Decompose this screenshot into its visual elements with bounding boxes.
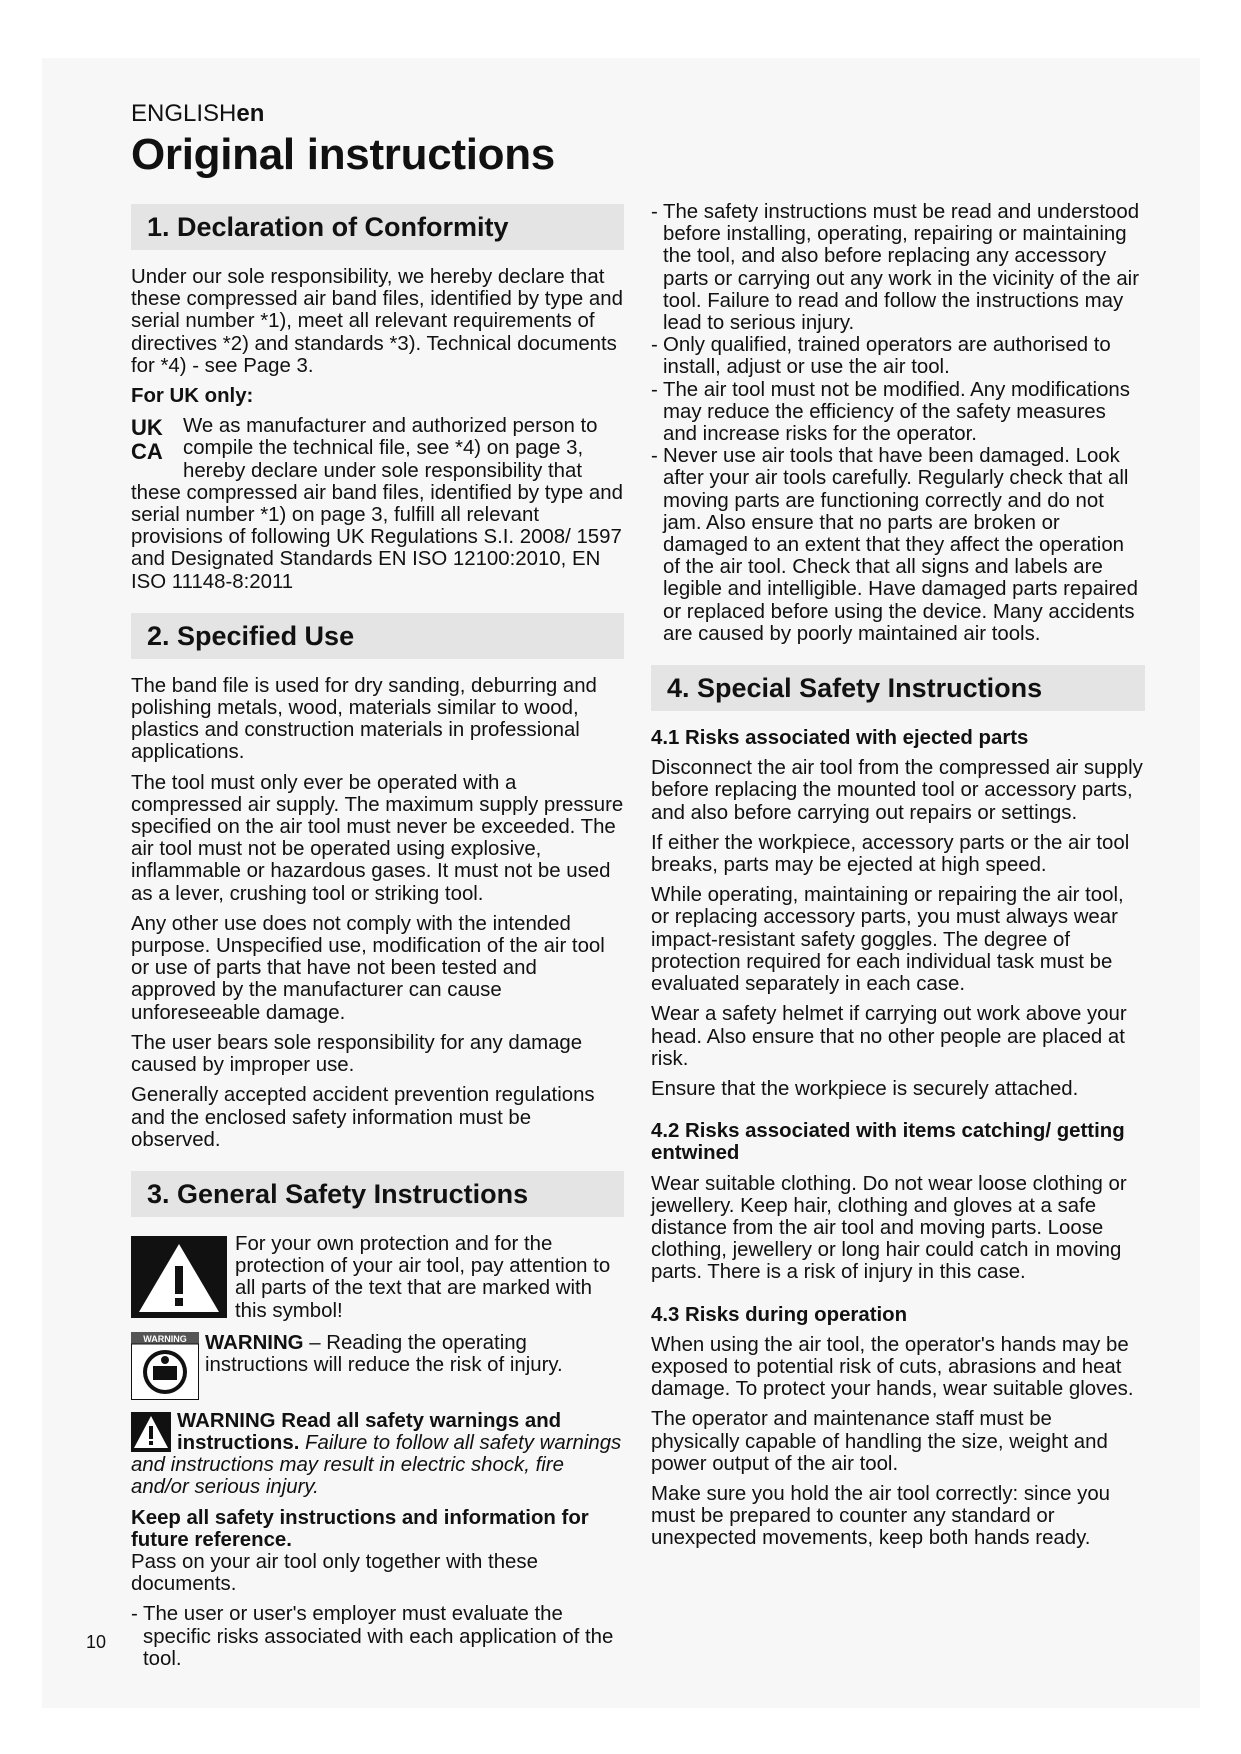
- operation-risks-p1: When using the air tool, the operator's hands may be exposed to potential risk of cuts, abrasions and heat damage. To protect your hands, wear suitable gloves.: [651, 1333, 1134, 1401]
- safety-symbol-notice: [131, 1233, 624, 1322]
- warning-triangle-icon: [131, 1236, 227, 1318]
- ejected-parts-p3: While operating, maintaining or repairing the air tool, or replacing accessory parts, you must always wear impact-resistant safety goggles. The degree of protection required for each individual task must be evaluated separately in each case.: [651, 884, 1124, 996]
- section-2-heading: 2. Specified Use: [131, 613, 624, 659]
- specified-use-p2: The tool must only ever be operated with a compressed air supply. The maximum supply pressure specified on the air tool must never be exceeded. The air tool must not be operated using explosive, inflammable or hazardous gases. It must not be used as a lever, crushing tool or striking tool.: [131, 771, 624, 905]
- ejected-parts-p1: Disconnect the air tool from the compressed air supply before replacing the mounted tool or accessory parts, and also before carrying out repairs or settings.: [651, 757, 1143, 824]
- page-title: Original instructions: [131, 130, 555, 179]
- page-number: 10: [86, 1632, 107, 1652]
- svg-text:UK: UK: [131, 415, 163, 441]
- ejected-parts-p2: If either the workpiece, accessory parts or the air tool breaks, parts may be ejected at high speed.: [651, 831, 1130, 877]
- catching-risks-p1: Wear suitable clothing. Do not wear loose clothing or jewellery. Keep hair, clothing and gloves at a safe distance from the air tool and moving parts. Loose clothing, jewellery or long hair could catch in moving parts. There is a risk of injury in this case.: [651, 1172, 1127, 1284]
- ukca-mark-icon: [131, 415, 177, 461]
- uk-declaration: UK CA We as manufacturer and authorized person to compile the technical file, see *4) on page 3, hereby declare under sole responsibility that these compressed air band files, identified by type and serial number *1) on page 3, fulfill all relevant provisions of following UK Regulations S.I. 2008/ 1597 and Designated Standards EN ISO 12100:2010, EN ISO 11148-8:2011: [131, 415, 623, 593]
- section-4-heading: 4. Special Safety Instructions: [651, 665, 1145, 711]
- warning-small-icon: [131, 1412, 171, 1452]
- svg-text:WARNING: WARNING: [143, 1333, 187, 1344]
- section-1-heading: 1. Declaration of Conformity: [131, 204, 624, 250]
- language-label: ENGLISHen: [131, 100, 265, 127]
- list-item: - Only qualified, trained operators are authorised to install, adjust or use the air tool.: [651, 334, 1111, 379]
- operation-risks-p2: The operator and maintenance staff must be physically capable of handling the size, weight and power output of the air tool.: [651, 1408, 1108, 1475]
- uk-only-label: For UK only:: [131, 385, 254, 408]
- declaration-text: Under our sole responsibility, we hereby declare that these compressed air band files, identified by type and serial number *1), meet all relevant requirements of directives *2) and standards *3). Technical documents for *4) - see Page 3.: [131, 266, 623, 377]
- ejected-parts-p5: Ensure that the workpiece is securely attached.: [651, 1077, 1079, 1100]
- read-all-warnings: WARNING Read all safety warnings and instructions. Failure to follow all safety warnings and instructions may result in electric shock, fire and/or serious injury.: [131, 1409, 622, 1499]
- specified-use-p1: The band file is used for dry sanding, deburring and polishing metals, wood, materials similar to wood, plastics and construction materials in professional applications.: [131, 674, 597, 764]
- right-column: [651, 201, 1145, 1558]
- specified-use-p4: The user bears sole responsibility for any damage caused by improper use.: [131, 1031, 583, 1077]
- read-manual-icon: [131, 1332, 199, 1400]
- read-manual-warning: [131, 1332, 624, 1400]
- read-manual-warning-text: WARNING – Reading the operating instructions will reduce the risk of injury.: [205, 1331, 563, 1376]
- specified-use-p3: Any other use does not comply with the intended purpose. Unspecified use, modification of the air tool or use of parts that have not been tested and approved by the manufacturer can cause unforeseeable damage.: [131, 912, 605, 1024]
- section-3-heading: 3. General Safety Instructions: [131, 1171, 624, 1217]
- specified-use-p5: Generally accepted accident prevention regulations and the enclosed safety information must be observed.: [131, 1084, 595, 1151]
- section-4-1-heading: 4.1 Risks associated with ejected parts: [651, 727, 1029, 750]
- safety-symbol-text: For your own protection and for the protection of your air tool, pay attention to all parts of the text that are marked with this symbol!: [235, 1232, 611, 1322]
- section-4-3-heading: 4.3 Risks during operation: [651, 1303, 908, 1326]
- section-4-2-heading: 4.2 Risks associated with items catching/ getting entwined: [651, 1120, 1125, 1165]
- list-item: - Never use air tools that have been damaged. Look after your air tools carefully. Regularly check that all moving parts are functioning correctly and do not jam. Also ensure that no parts are broken or damaged to an extent that they affect the operation of the air tool. Check that all signs and labels are legible and intelligible. Have damaged parts repaired or replaced before using the device. Many accidents are caused by poorly maintained air tools.: [651, 445, 1138, 645]
- svg-text:CA: CA: [131, 439, 163, 462]
- keep-instructions-bold: Keep all safety instructions and information for future reference.: [131, 1506, 589, 1551]
- list-item: - The air tool must not be modified. Any modifications may reduce the efficiency of the safety measures and increase risks for the operator.: [651, 378, 1130, 446]
- operation-risks-p3: Make sure you hold the air tool correctly: since you must be prepared to counter any standard or unexpected movements, keep both hands ready.: [651, 1482, 1111, 1550]
- list-item: - The user or user's employer must evaluate the specific risks associated with each application of the tool.: [131, 1603, 614, 1670]
- keep-instructions-text: Pass on your air tool only together with these documents.: [131, 1550, 538, 1596]
- list-item: - The safety instructions must be read and understood before installing, operating, repairing or maintaining the tool, and also before replacing any accessory parts or carrying out any work in the vicinity of the air tool. Failure to read and follow the instructions may lead to serious injury.: [651, 201, 1140, 335]
- ejected-parts-p4: Wear a safety helmet if carrying out work above your head. Also ensure that no other people are placed at risk.: [651, 1003, 1127, 1070]
- left-column: [131, 204, 624, 1670]
